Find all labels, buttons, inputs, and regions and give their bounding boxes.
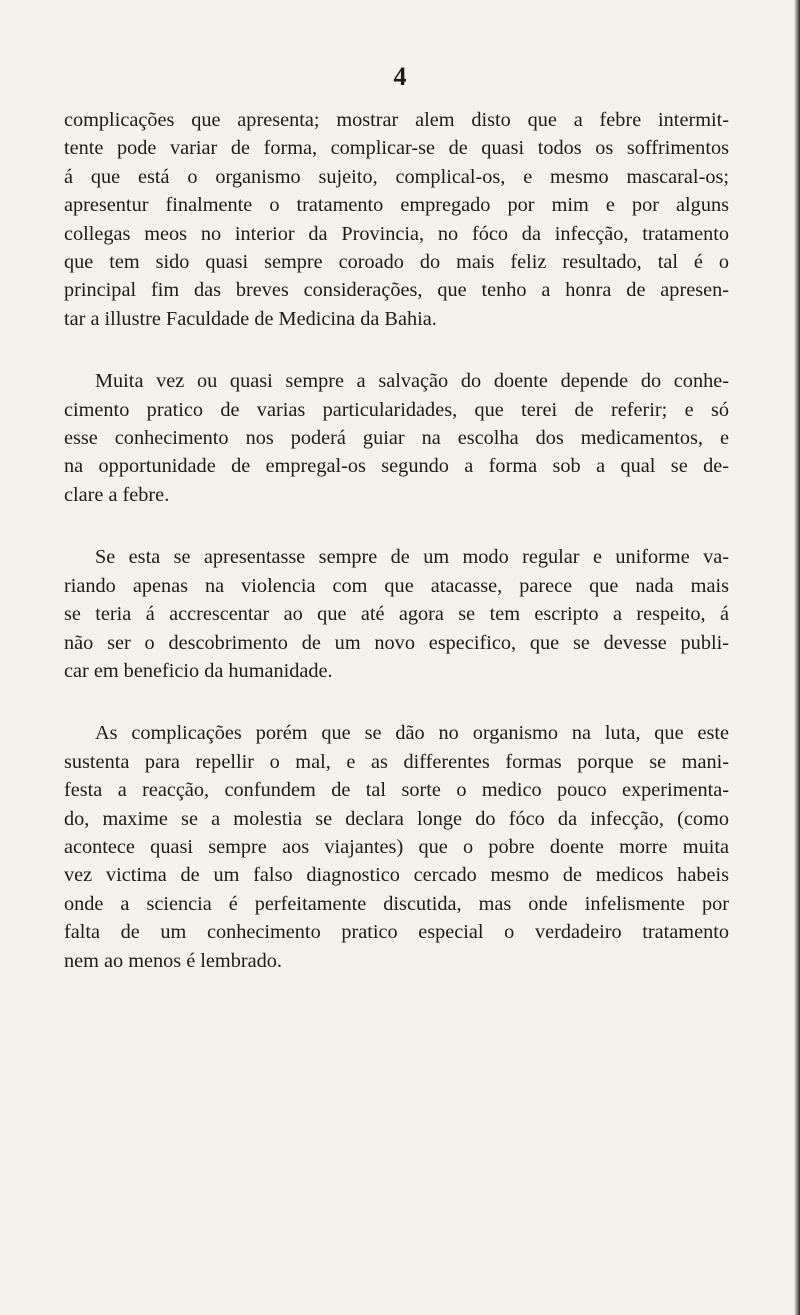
text-line: nem ao menos é lembrado.: [64, 949, 282, 972]
paragraph-1: [64, 106, 729, 333]
text-line: principal fim das breves considerações, que tenho a honra de apresen-: [64, 279, 729, 302]
text-line: festa a reacção, confundem de tal sorte o medico pouco experimenta-: [64, 779, 729, 802]
text-line: clare a febre.: [64, 483, 170, 506]
text-line: do, maxime se a molestia se declara longe do fóco da infecção, (como: [64, 807, 729, 830]
text-line: á que está o organismo sujeito, complical-os, e mesmo mascaral-os;: [64, 165, 729, 188]
page-number: 4: [393, 62, 407, 91]
paragraph-3: [64, 543, 729, 685]
text-line: cimento pratico de varias particularidades, que terei de referir; e só: [64, 398, 729, 421]
text-line: esse conhecimento nos poderá guiar na escolha dos medicamentos, e: [64, 427, 729, 450]
text-line: vez victima de um falso diagnostico cercado mesmo de medicos habeis: [64, 864, 729, 887]
page-edge-shadow: [794, 0, 800, 1315]
text-line: que tem sido quasi sempre coroado do mais feliz resultado, tal é o: [64, 251, 729, 274]
text-line: Se esta se apresentasse sempre de um modo regular e uniforme va-: [95, 546, 729, 569]
text-line: car em beneficio da humanidade.: [64, 659, 333, 682]
text-line: tar a illustre Faculdade de Medicina da Bahia.: [64, 307, 437, 330]
body-text: [64, 106, 729, 1009]
text-line: collegas meos no interior da Provincia, no fóco da infecção, tratamento: [64, 222, 729, 245]
text-line: Muita vez ou quasi sempre a salvação do doente depende do conhe-: [95, 370, 729, 393]
paragraph-2: [64, 367, 729, 509]
text-line: acontece quasi sempre aos viajantes) que o pobre doente morre muita: [64, 835, 729, 858]
text-line: apresentur finalmente o tratamento empregado por mim e por alguns: [64, 194, 729, 217]
text-line: sustenta para repellir o mal, e as differentes formas porque se mani-: [64, 750, 729, 773]
text-line: complicações que apresenta; mostrar alem disto que a febre intermit-: [64, 109, 729, 131]
text-line: não ser o descobrimento de um novo especifico, que se devesse publi-: [64, 631, 729, 654]
text-line: As complicações porém que se dão no organismo na luta, que este: [95, 722, 729, 745]
text-line: onde a sciencia é perfeitamente discutida, mas onde infelismente por: [64, 892, 729, 915]
text-line: falta de um conhecimento pratico especial o verdadeiro tratamento: [64, 921, 729, 944]
paragraph-4: [64, 719, 729, 975]
text-line: na opportunidade de empregal-os segundo a forma sob a qual se de-: [64, 455, 729, 478]
text-line: tente pode variar de forma, complicar-se de quasi todos os soffrimentos: [64, 137, 729, 160]
text-line: se teria á accrescentar ao que até agora se tem escripto a respeito, á: [64, 603, 729, 626]
text-line: riando apenas na violencia com que atacasse, parece que nada mais: [64, 574, 729, 597]
